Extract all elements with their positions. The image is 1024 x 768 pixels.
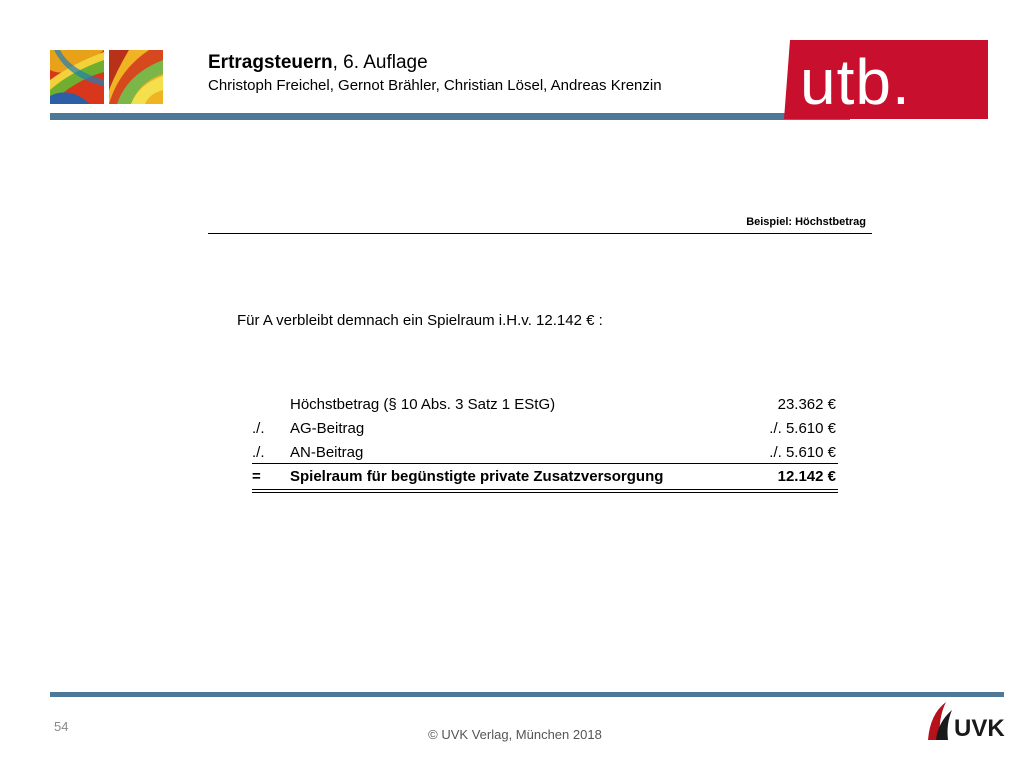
- calc-label: Spielraum für begünstigte private Zusatzversorgung: [290, 468, 664, 485]
- section-label: Beispiel: Höchstbetrag: [746, 216, 866, 228]
- calc-amount: ./. 5.610 €: [769, 420, 836, 437]
- uvk-logo: [926, 700, 1006, 742]
- calculation-table: [252, 393, 838, 489]
- footer-divider: [50, 692, 1004, 697]
- total-double-rule-bottom: [252, 492, 838, 493]
- calc-row-hoechstbetrag: [252, 393, 838, 417]
- intro-text: Für A verbleibt demnach ein Spielraum i.H.v. 12.142 € :: [237, 312, 603, 329]
- total-double-rule-top: [252, 489, 838, 490]
- calc-label: AG-Beitrag: [290, 420, 365, 437]
- book-authors: Christoph Freichel, Gernot Brähler, Christian Lösel, Andreas Krenzin: [208, 77, 662, 94]
- book-cover-thumbnail-right: [109, 50, 163, 104]
- calc-operator: ./.: [252, 420, 265, 437]
- calc-label: Höchstbetrag (§ 10 Abs. 3 Satz 1 EStG): [290, 396, 556, 413]
- calc-label: AN-Beitrag: [290, 444, 364, 461]
- header-divider: [50, 113, 850, 120]
- calc-operator: =: [252, 468, 261, 485]
- calc-amount: 23.362 €: [777, 396, 836, 413]
- page-number: 54: [54, 719, 69, 734]
- calc-operator: ./.: [252, 444, 265, 461]
- utb-logo: [784, 40, 988, 119]
- calc-row-an-beitrag: [252, 441, 838, 465]
- calc-amount: ./. 5.610 €: [769, 444, 836, 461]
- book-title-edition: , 6. Auflage: [332, 52, 428, 73]
- subtotal-rule: [252, 463, 838, 464]
- calc-row-result: [252, 465, 838, 489]
- section-divider: [208, 233, 872, 234]
- book-title: [208, 52, 428, 74]
- calc-amount: 12.142 €: [777, 468, 836, 485]
- utb-logo-text: utb.: [800, 46, 911, 118]
- book-cover-thumbnail-left: [50, 50, 104, 104]
- uvk-logo-text: UVK: [954, 715, 1005, 742]
- book-title-main: Ertragsteuern: [208, 52, 333, 73]
- calc-row-ag-beitrag: [252, 417, 838, 441]
- copyright-notice: © UVK Verlag, München 2018: [428, 727, 602, 742]
